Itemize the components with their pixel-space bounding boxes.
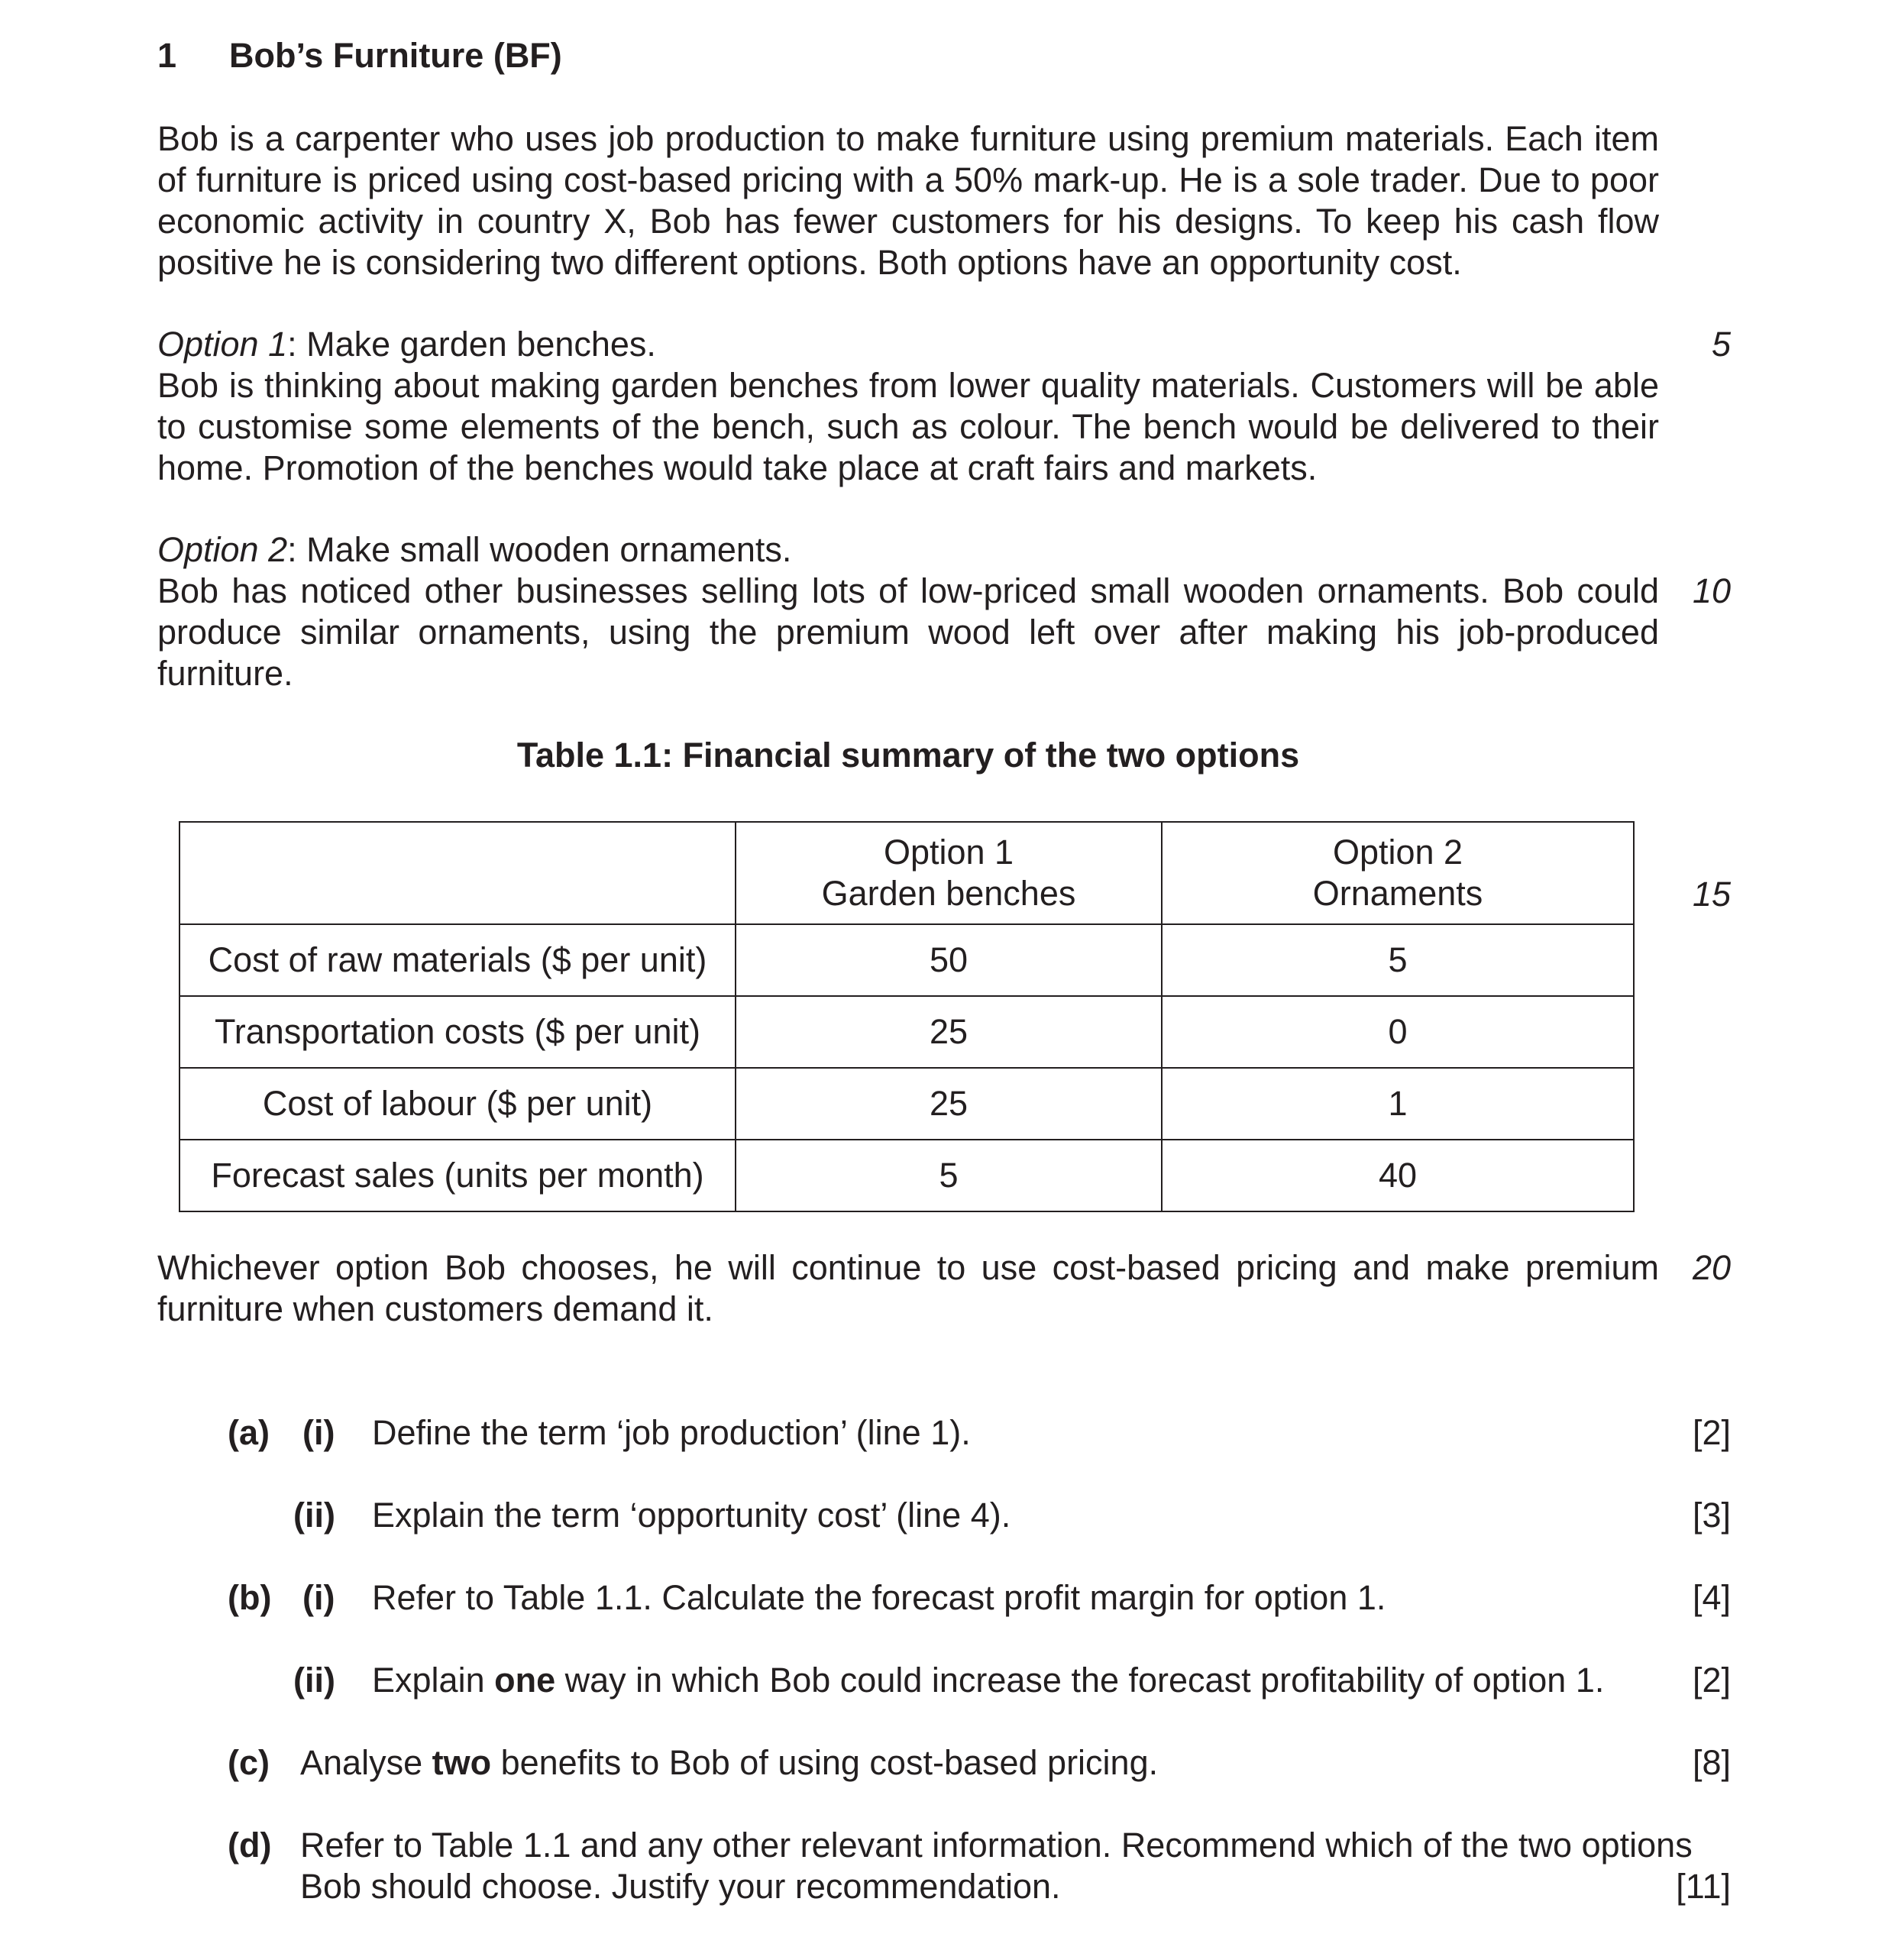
question-d-marks: [11]	[1676, 1867, 1731, 1906]
row-label: Forecast sales (units per month)	[179, 1140, 736, 1211]
header-option1-line1: Option 1	[883, 833, 1014, 872]
option2-heading-text: : Make small wooden ornaments.	[287, 530, 792, 569]
question-d-text-line2: Bob should choose. Justify your recommendation.	[300, 1867, 1061, 1906]
question-title: Bob’s Furniture (BF)	[229, 36, 562, 75]
question-b-ii-text-before: Explain	[372, 1661, 495, 1700]
row-label: Cost of labour ($ per unit)	[179, 1068, 736, 1140]
row-option2-value: 0	[1162, 996, 1634, 1068]
option1-name: Option 1	[157, 325, 288, 364]
option2-name: Option 2	[157, 530, 288, 569]
question-a-ii-marks: [3]	[1692, 1496, 1731, 1535]
question-c-emphasis: two	[432, 1743, 492, 1782]
table-row	[179, 924, 1634, 996]
table-header-row	[179, 822, 1634, 924]
table-header-option2	[1162, 822, 1634, 924]
row-option2-value: 5	[1162, 924, 1634, 996]
question-b-ii-text	[372, 1660, 1604, 1701]
question-c-text-before: Analyse	[300, 1743, 432, 1782]
question-number: 1	[157, 36, 177, 75]
question-b-i-text: Refer to Table 1.1. Calculate the forecast profit margin for option 1.	[372, 1578, 1386, 1617]
question-a-ii-roman: (ii)	[293, 1496, 335, 1535]
option2-heading	[157, 529, 1659, 571]
question-c-letter: (c)	[228, 1743, 270, 1782]
question-c-text-after: benefits to Bob of using cost-based pricing.	[491, 1743, 1159, 1782]
question-a-i-text: Define the term ‘job production’ (line 1).	[372, 1413, 971, 1452]
question-c-marks: [8]	[1692, 1743, 1731, 1782]
question-b-letter: (b)	[228, 1578, 272, 1617]
table-header-option1	[736, 822, 1162, 924]
question-c-text	[300, 1742, 1158, 1784]
row-option1-value: 25	[736, 996, 1162, 1068]
question-b-ii-roman: (ii)	[293, 1661, 335, 1700]
line-number-15: 15	[1692, 875, 1731, 914]
option1-heading	[157, 324, 1659, 365]
row-option2-value: 1	[1162, 1068, 1634, 1140]
table-title: Table 1.1: Financial summary of the two options	[516, 736, 1300, 775]
question-b-ii-marks: [2]	[1692, 1661, 1731, 1700]
row-option1-value: 50	[736, 924, 1162, 996]
question-b-ii-text-after: way in which Bob could increase the forecast profitability of option 1.	[555, 1661, 1605, 1700]
row-label: Cost of raw materials ($ per unit)	[179, 924, 736, 996]
question-b-i-marks: [4]	[1692, 1578, 1731, 1617]
option1-paragraph: Bob is thinking about making garden benches from lower quality materials. Customers will be able to customise some elements of the bench, such as colour. The bench would be delivered to their home. Promotion of the benches would take place at craft fairs and markets.	[157, 366, 1659, 487]
intro-paragraph: Bob is a carpenter who uses job production to make furniture using premium materials. Each item of furniture is priced using cost-based pricing with a 50% mark-up. He is a sole trader. Due to poor economic activity in country X, Bob has fewer customers for his designs. To keep his cash flow positive he is considering two different options. Both options have an opportunity cost.	[157, 119, 1659, 282]
row-label: Transportation costs ($ per unit)	[179, 996, 736, 1068]
line-number-5: 5	[1711, 325, 1731, 364]
header-option1-line2: Garden benches	[821, 874, 1076, 913]
question-d-letter: (d)	[228, 1826, 272, 1865]
table-row	[179, 1068, 1634, 1140]
question-a-letter: (a)	[228, 1413, 270, 1452]
question-b-i-roman: (i)	[302, 1578, 335, 1617]
question-a-ii-text: Explain the term ‘opportunity cost’ (line 4).	[372, 1496, 1011, 1535]
financial-summary-table	[179, 821, 1635, 1212]
option1-heading-text: : Make garden benches.	[287, 325, 656, 364]
table-header-empty	[179, 822, 736, 924]
table-row	[179, 996, 1634, 1068]
question-a-i-roman: (i)	[302, 1413, 335, 1452]
question-d-text-line1: Refer to Table 1.1 and any other relevant information. Recommend which of the two options	[300, 1826, 1693, 1865]
line-number-20: 20	[1692, 1248, 1731, 1287]
closing-paragraph: Whichever option Bob chooses, he will continue to use cost-based pricing and make premium furniture when customers demand it.	[157, 1248, 1659, 1328]
row-option1-value: 5	[736, 1140, 1162, 1211]
header-option2-line2: Ornaments	[1312, 874, 1483, 913]
option2-paragraph: Bob has noticed other businesses selling lots of low-priced small wooden ornaments. Bob could produce similar ornaments, using the premium wood left over after making his job-produced furniture.	[157, 571, 1659, 693]
table-row	[179, 1140, 1634, 1211]
line-number-10: 10	[1692, 571, 1731, 610]
row-option1-value: 25	[736, 1068, 1162, 1140]
question-a-i-marks: [2]	[1692, 1413, 1731, 1452]
header-option2-line1: Option 2	[1332, 833, 1463, 872]
row-option2-value: 40	[1162, 1140, 1634, 1211]
question-b-ii-emphasis: one	[494, 1661, 556, 1700]
